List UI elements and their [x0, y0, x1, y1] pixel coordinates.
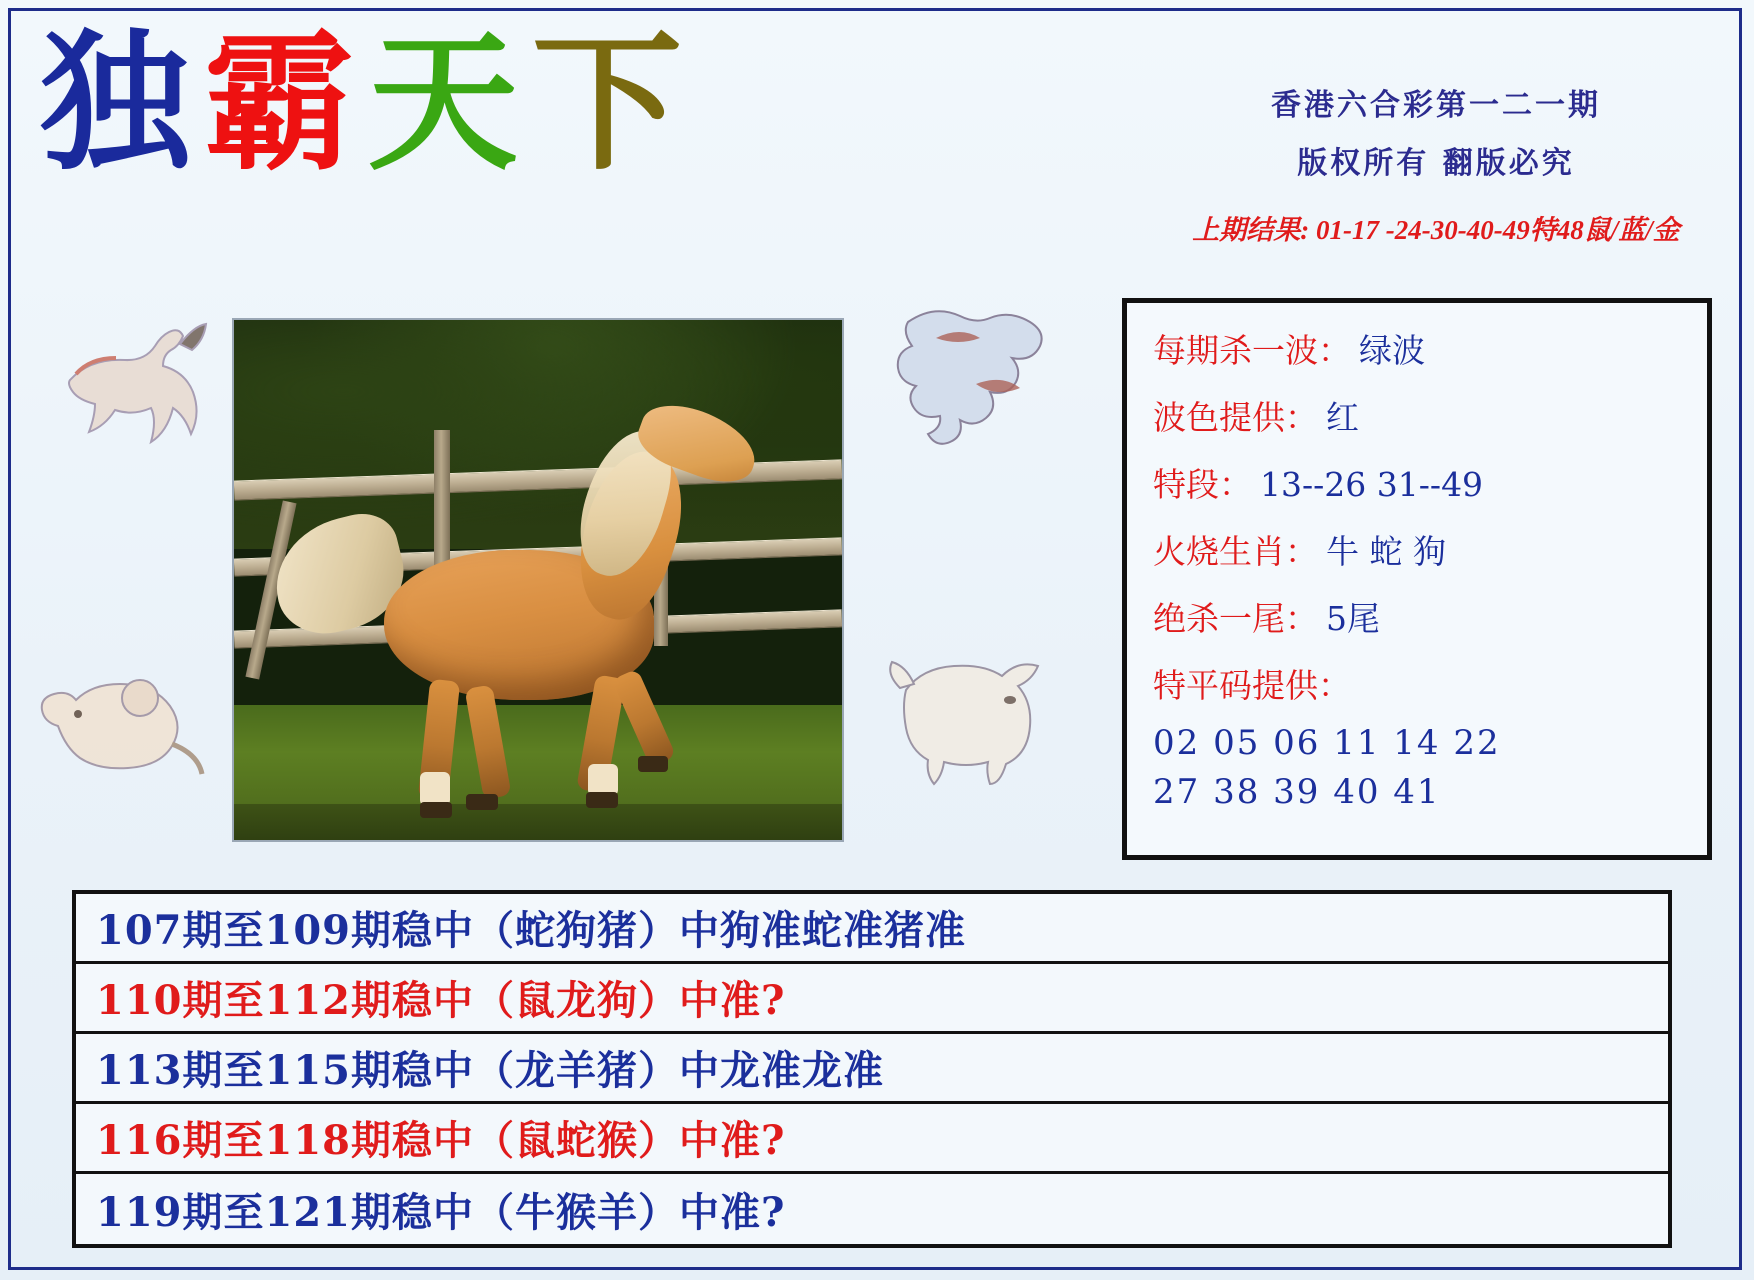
copyright-notice: 版权所有 翻版必究 — [1297, 146, 1575, 181]
info-value-1: 红 — [1326, 398, 1359, 437]
info-row-3 — [1153, 526, 1681, 573]
info-label-2: 特段： — [1153, 465, 1252, 504]
info-value-3: 牛 蛇 狗 — [1326, 532, 1446, 571]
info-row-1 — [1153, 392, 1681, 439]
table-row: 113期至115期稳中（龙羊猪）中龙准龙准 — [76, 1034, 1668, 1104]
forecast-table — [72, 890, 1672, 1248]
dragon-icon — [880, 292, 1080, 462]
info-row-4 — [1153, 593, 1681, 640]
info-value-4: 5尾 — [1326, 599, 1380, 638]
title-char-2: 霸 — [204, 15, 369, 191]
last-result — [1156, 208, 1716, 247]
rat-icon — [22, 648, 212, 788]
info-row-0 — [1153, 325, 1681, 372]
last-result-label: 上期结果: — [1192, 215, 1310, 245]
info-row-5 — [1153, 660, 1681, 707]
info-row-2 — [1153, 459, 1681, 506]
table-row: 110期至112期稳中（鼠龙狗）中准? — [76, 964, 1668, 1034]
special-numbers-line-1: 02 05 06 11 14 22 — [1153, 723, 1501, 763]
info-value-2: 13--26 31--49 — [1260, 465, 1484, 504]
info-box — [1122, 298, 1712, 860]
info-label-3: 火烧生肖： — [1153, 532, 1318, 571]
info-label-4: 绝杀一尾： — [1153, 599, 1318, 638]
info-value-0: 绿波 — [1359, 331, 1425, 370]
issue-title: 香港六合彩第一二一期 — [1271, 88, 1601, 123]
last-result-value: 01-17 -24-30-40-49特48鼠/蓝/金 — [1316, 215, 1680, 245]
title-char-4: 下 — [532, 15, 697, 191]
info-label-5: 特平码提供： — [1153, 666, 1351, 705]
header-right — [1156, 80, 1716, 247]
table-row: 119期至121期稳中（牛猴羊）中准? — [96, 1188, 786, 1236]
ox-icon — [860, 628, 1080, 808]
table-row: 107期至109期稳中（蛇狗猪）中狗准蛇准猪准 — [76, 894, 1668, 964]
info-label-1: 波色提供： — [1153, 398, 1318, 437]
title-char-1: 独 — [40, 15, 205, 191]
horse-photo — [232, 318, 844, 842]
horse-icon — [30, 310, 220, 460]
table-row: 116期至118期稳中（鼠蛇猴）中准? — [76, 1104, 1668, 1174]
title-char-3: 天 — [368, 15, 533, 191]
special-numbers-line-2: 27 38 39 40 41 — [1153, 772, 1441, 813]
info-label-0: 每期杀一波： — [1153, 331, 1351, 370]
page-title — [40, 15, 697, 191]
